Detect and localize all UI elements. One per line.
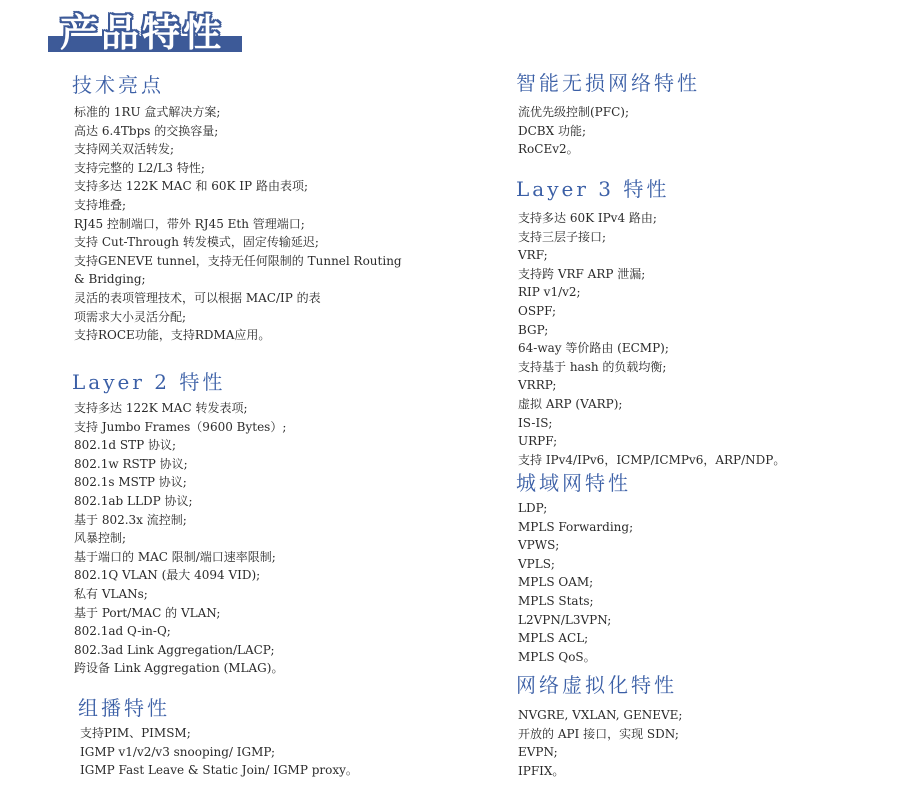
wan-item: MPLS Forwarding; — [518, 519, 634, 534]
layer3-item: 支持多达 60K IPv4 路由; — [518, 211, 657, 225]
virtualization-item: 开放的 API 接口，实现 SDN; — [518, 726, 679, 741]
layer3-item: 支持基于 hash 的负载均衡; — [518, 359, 667, 374]
virtualization-list — [518, 706, 682, 780]
layer3-item: URPF; — [518, 434, 558, 449]
multicast-list — [80, 724, 358, 780]
layer2-list — [74, 399, 286, 678]
layer2-item: 802.1s MSTP 协议; — [74, 475, 187, 490]
layer2-item: 802.1ab LLDP 协议; — [74, 493, 193, 508]
layer2-item: 跨设备 Link Aggregation (MLAG)。 — [74, 661, 284, 676]
tech-item: 支持GENEVE tunnel，支持无任何限制的 Tunnel Routing — [74, 253, 402, 268]
layer3-item: RIP v1/v2; — [518, 285, 581, 300]
tech-item: 支持完整的 L2/L3 特性; — [74, 160, 205, 175]
layer2-item: 802.1w RSTP 协议; — [74, 456, 188, 471]
section-heading-layer3: Layer 3 特性 — [516, 177, 670, 201]
wan-item: VPLS; — [518, 556, 555, 571]
tech-item: 高达 6.4Tbps 的交换容量; — [74, 123, 219, 138]
section-heading-tech: 技术亮点 — [72, 73, 164, 97]
page-banner — [48, 10, 242, 56]
layer2-item: 基于端口的 MAC 限制/端口速率限制; — [74, 549, 276, 564]
layer2-item: 支持 Jumbo Frames（9600 Bytes）; — [74, 419, 287, 434]
layer3-item: 支持跨 VRF ARP 泄漏; — [518, 266, 646, 281]
virtualization-item: IPFIX。 — [518, 763, 565, 778]
tech-item: 支持 Cut-Through 转发模式，固定传输延迟; — [74, 235, 319, 250]
tech-item: & Bridging; — [74, 272, 146, 287]
layer3-item: OSPF; — [518, 303, 557, 318]
layer3-item: VRRP; — [518, 378, 557, 393]
layer2-item: 802.1ad Q-in-Q; — [74, 624, 171, 639]
layer2-item: 风暴控制; — [74, 531, 127, 546]
wan-list — [518, 499, 633, 666]
layer3-item: BGP; — [518, 322, 549, 337]
layer2-item: 802.3ad Link Aggregation/LACP; — [74, 642, 275, 657]
lossless-item: 流优先级控制(PFC); — [518, 105, 629, 119]
section-heading-multicast: 组播特性 — [78, 696, 170, 720]
wan-item: MPLS ACL; — [518, 631, 589, 646]
tech-item: 支持网关双活转发; — [74, 142, 175, 157]
tech-item: 灵活的表项管理技术，可以根据 MAC/IP 的表 — [74, 290, 321, 305]
layer2-item: 基于 802.3x 流控制; — [74, 512, 187, 527]
wan-item: MPLS QoS。 — [518, 649, 596, 664]
tech-item: 项需求大小灵活分配; — [74, 309, 187, 324]
layer3-item: 支持三层子接口; — [518, 229, 607, 244]
multicast-item: IGMP Fast Leave & Static Join/ IGMP proxy。 — [80, 763, 358, 778]
layer3-item: 支持 IPv4/IPv6，ICMP/ICMPv6，ARP/NDP。 — [518, 452, 786, 467]
lossless-item: RoCEv2。 — [518, 142, 579, 157]
layer2-item: 802.1Q VLAN (最大 4094 VID); — [74, 568, 261, 583]
wan-item: MPLS Stats; — [518, 593, 594, 608]
wan-item: LDP; — [518, 501, 548, 515]
lossless-item: DCBX 功能; — [518, 123, 587, 138]
tech-item: 支持多达 122K MAC 和 60K IP 路由表项; — [74, 179, 308, 194]
layer2-item: 支持多达 122K MAC 转发表项; — [74, 401, 248, 415]
tech-item: 支持堆叠; — [74, 197, 127, 212]
layer2-item: 基于 Port/MAC 的 VLAN; — [74, 605, 221, 620]
section-heading-wan: 城域网特性 — [516, 471, 631, 495]
layer2-item: 802.1d STP 协议; — [74, 438, 177, 453]
multicast-item: 支持PIM、PIMSM; — [80, 726, 191, 740]
section-heading-lossless: 智能无损网络特性 — [516, 71, 700, 95]
tech-list — [74, 103, 402, 345]
tech-item: 支持ROCE功能，支持RDMA应用。 — [74, 328, 271, 343]
virtualization-item: NVGRE, VXLAN, GENEVE; — [518, 708, 683, 722]
tech-item: RJ45 控制端口，带外 RJ45 Eth 管理端口; — [74, 216, 305, 231]
layer3-list — [518, 209, 785, 469]
layer3-item: VRF; — [518, 248, 548, 263]
wan-item: VPWS; — [518, 538, 560, 553]
wan-item: L2VPN/L3VPN; — [518, 612, 612, 627]
section-heading-layer2: Layer 2 特性 — [72, 370, 226, 394]
layer3-item: IS-IS; — [518, 415, 553, 430]
multicast-item: IGMP v1/v2/v3 snooping/ IGMP; — [80, 744, 276, 759]
tech-item: 标准的 1RU 盒式解决方案; — [74, 105, 221, 119]
wan-item: MPLS OAM; — [518, 575, 594, 590]
lossless-list — [518, 103, 629, 159]
virtualization-item: EVPN; — [518, 745, 558, 760]
layer3-item: 64-way 等价路由 (ECMP); — [518, 341, 669, 356]
banner-title: 产品特性 — [60, 11, 225, 55]
layer2-item: 私有 VLANs; — [74, 586, 148, 601]
layer3-item: 虚拟 ARP (VARP); — [518, 396, 623, 411]
section-heading-virtualization: 网络虚拟化特性 — [516, 673, 677, 697]
